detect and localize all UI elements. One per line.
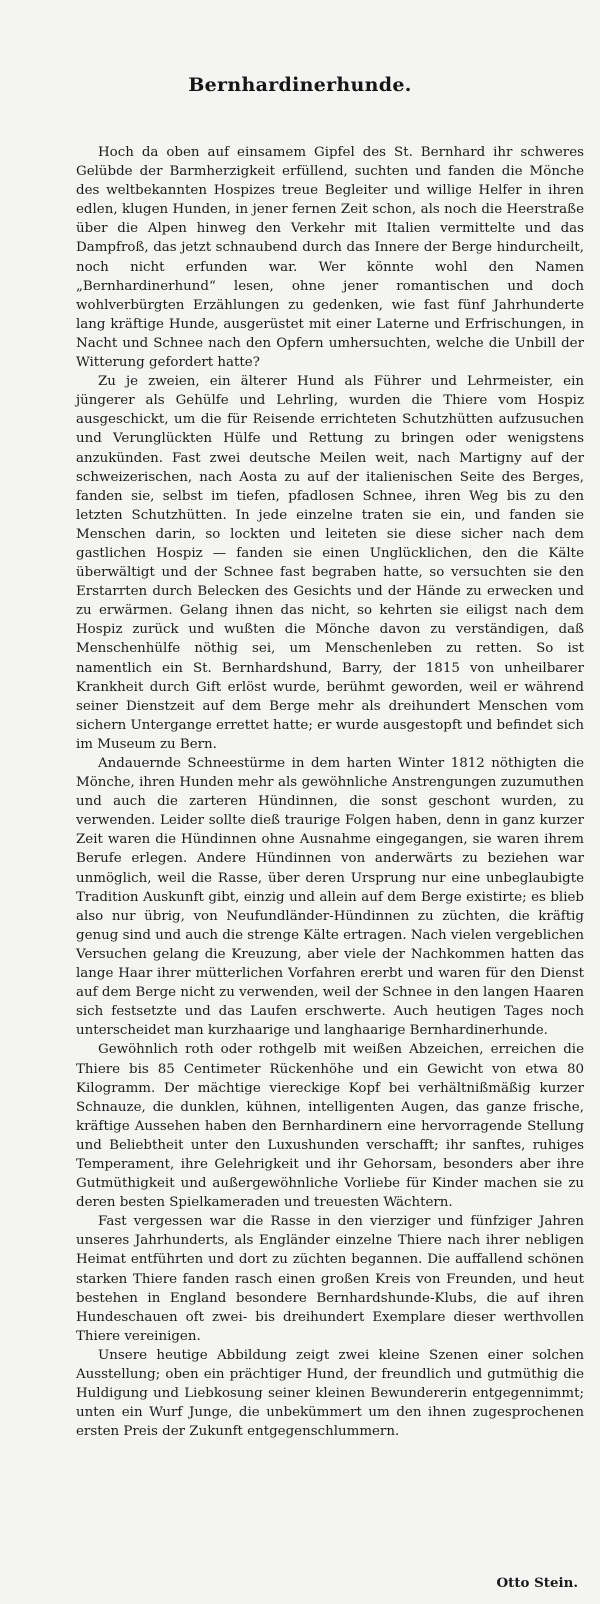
article-paragraph: Unsere heutige Abbildung zeigt zwei kleine Szenen einer solchen Ausstellung; oben ein prächtiger Hund, der freundlich und gutmüthig die Huldigung und Liebkosung seiner kleinen Bewundererin entgegennimmt; unten ein Wurf Junge, die unbekümmert um den ihnen zugesprochenen ersten Preis der Zukunft entgegenschlummern. [76,1347,584,1440]
article-paragraph: Andauernde Schneestürme in dem harten Winter 1812 nöthigten die Mönche, ihren Hunden mehr als gewöhnliche Anstrengungen zuzumuthen und auch die zarteren Hündinnen, die sonst geschont wurden, zu verwenden. Leider sollte dieß traurige Folgen haben, denn in ganz kurzer Zeit waren die Hündinnen ohne Ausnahme eingegangen, sie waren ihrem Berufe erlegen. Andere Hündinnen von anderwärts zu beziehen war unmöglich, weil die Rasse, über deren Ursprung nur eine unbeglaubigte Tradition Auskunft gibt, einzig und allein auf dem Berge existirte; es blieb also nur übrig, von Neufundländer-Hündinnen zu züchten, die kräftig genug sind und auch die strenge Kälte ertragen. Nach vielen vergeblichen Versuchen gelang die Kreuzung, aber viele der Nachkommen hatten das lange Haar ihrer mütterlichen Vorfahren ererbt und waren für den Dienst auf dem Berge nicht zu verwenden, weil der Schnee in den langen Haaren sich festsetzte und das Laufen erschwerte. Auch heutigen Tages noch unterscheidet man kurzhaarige und langhaarige Bernhardinerhunde. [76,756,584,1039]
article-paragraph: Hoch da oben auf einsamem Gipfel des St. Bernhard ihr schweres Gelübde der Barmherzigkeit erfüllend, suchten und fanden die Mönche des weltbekannten Hospizes treue Begleiter und willige Helfer in ihren edlen, klugen Hunden, in jener fernen Zeit schon, als noch die Heerstraße über die Alpen hinweg den Verkehr mit Italien vermittelte und das Dampfroß, das jetzt schnaubend durch das Innere der Berge hindurcheilt, noch nicht erfunden war. Wer könnte wohl den Namen „Bernhardinerhund“ lesen, ohne jener romantischen und doch wohlverbürgten Erzählungen zu gedenken, wie fast fünf Jahrhunderte lang kräftige Hunde, ausgerüstet mit einer Laterne und Erfrischungen, in Nacht und Schnee nach den Opfern umhersuchten, welche die Unbill der Witterung gefordert hatte? [76,145,584,371]
article-paragraph: Fast vergessen war die Rasse in den vierziger und fünfziger Jahren unseres Jahrhunderts, als Engländer einzelne Thiere nach ihrer nebligen Heimat entführten und dort zu züchten begannen. Die auffallend schönen starken Thiere fanden rasch einen großen Kreis von Freunden, und heut bestehen in England besondere Bernhardshunde-Klubs, die auf ihren Hundeschauen oft zwei- bis dreihundert Exemplare dieser werthvollen Thiere vereinigen. [76,1214,584,1344]
article-paragraph: Gewöhnlich roth oder rothgelb mit weißen Abzeichen, erreichen die Thiere bis 85 Centimeter Rückenhöhe und ein Gewicht von etwa 80 Kilogramm. Der mächtige viereckige Kopf bei verhältnißmäßig kurzer Schnauze, die dunklen, kühnen, intelligenten Augen, das ganze frische, kräftige Aussehen haben den Bernhardinern eine hervorragende Stellung und Beliebtheit unter den Luxushunden verschafft; ihr sanftes, ruhiges Temperament, ihre Gelehrigkeit und ihr Gehorsam, besonders aber ihre Gutmüthigkeit und außergewöhnliche Vorliebe für Kinder machen sie zu deren besten Spielkameraden und treuesten Wächtern. [76,1042,584,1211]
article-title: Bernhardinerhunde. [188,74,412,96]
article-paragraph: Zu je zweien, ein älterer Hund als Führer und Lehrmeister, ein jüngerer als Gehülfe und Lehrling, wurden die Thiere vom Hospiz ausgeschickt, um die für Reisende errichteten Schutzhütten aufzusuchen und Verunglückten Hülfe und Rettung zu bringen oder wenigstens anzukünden. Fast zwei deutsche Meilen weit, nach Martigny auf der schweizerischen, nach Aosta zu auf der italienischen Seite des Berges, fanden sie, selbst im tiefen, pfadlosen Schnee, ihren Weg bis zu den letzten Schutzhütten. In jede einzelne traten sie ein, und fanden sie Menschen darin, so lockten und leiteten sie diese sicher nach dem gastlichen Hospiz — fanden sie einen Unglücklichen, den die Kälte überwältigt und der Schnee fast begraben hatte, so versuchten sie den Erstarrten durch Belecken des Gesichts und der Hände zu erwecken und zu erwärmen. Gelang ihnen das nicht, so kehrten sie eiligst nach dem Hospiz zurück und wußten die Mönche davon zu verständigen, daß Menschenhülfe nöthig sei, um Menschenleben zu retten. So ist namentlich ein St. Bernhardshund, Barry, der 1815 von unheilbarer Krankheit durch Gift erlöst wurde, berühmt geworden, weil er während seiner Dienstzeit auf dem Berge mehr als dreihundert Menschen vom sichern Untergange errettet hatte; er wurde ausgestopft und befindet sich im Museum zu Bern. [76,374,584,752]
author-signature: Otto Stein. [496,1575,578,1591]
article-body [76,143,584,1441]
